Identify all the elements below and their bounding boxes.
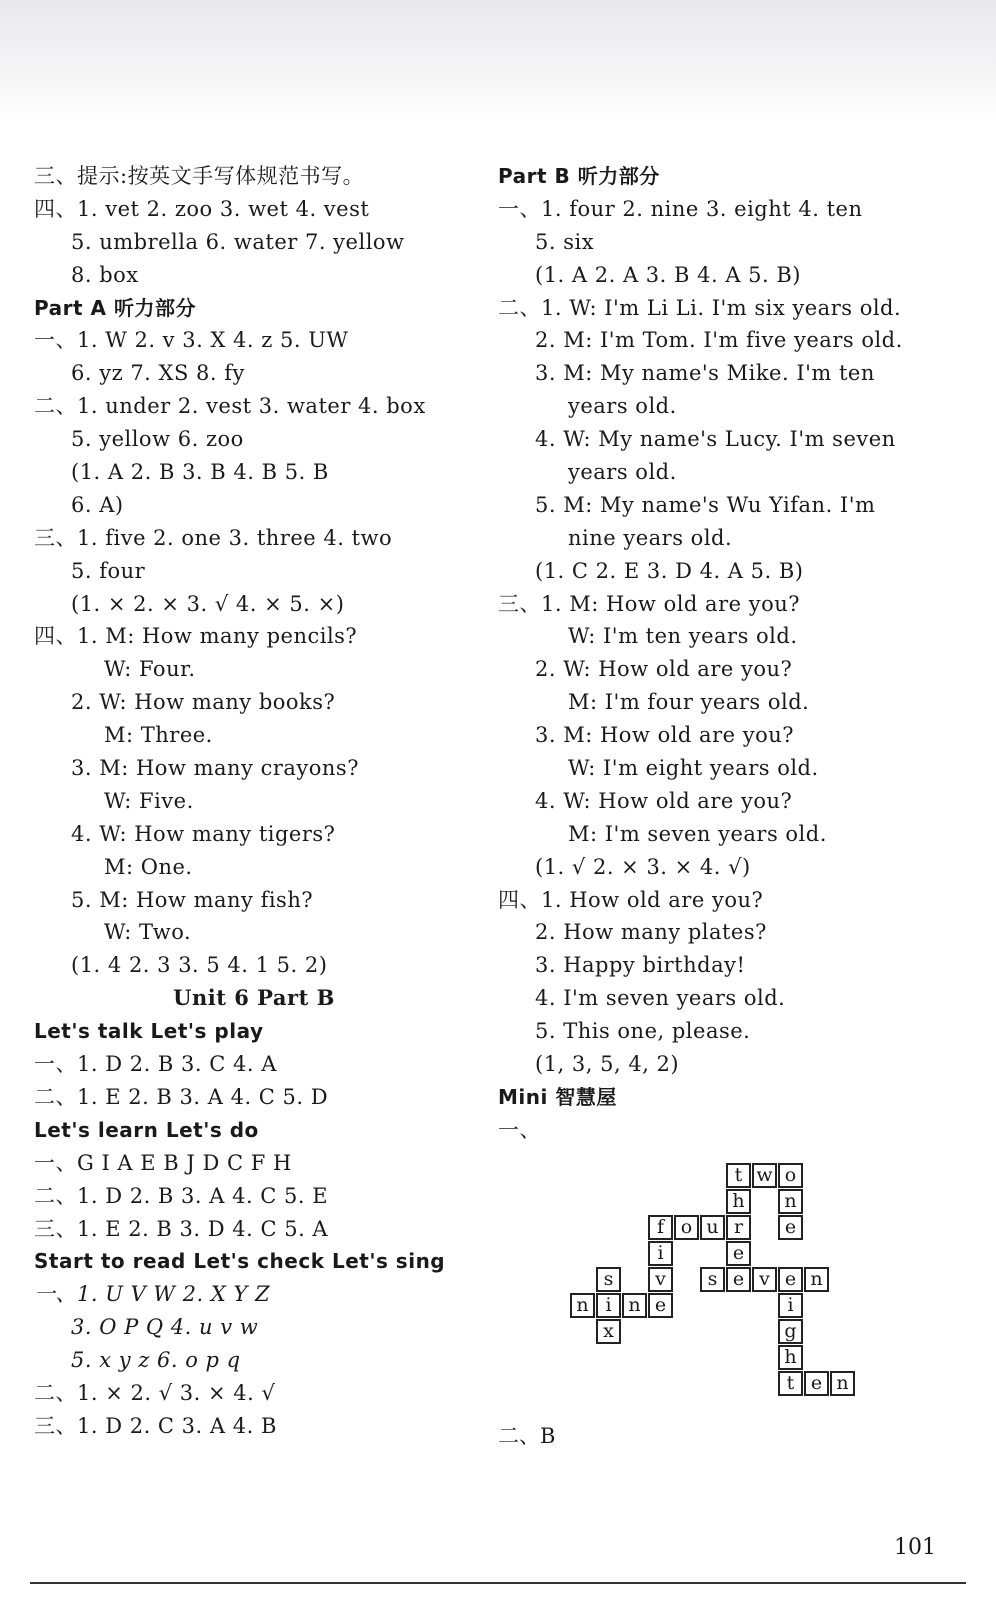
left-lines-32: 三、1. E 2. B 3. D 4. C 5. A [34, 1216, 329, 1241]
crossword-cell: n [622, 1293, 647, 1318]
right-lines-29: 一、 [498, 1117, 541, 1142]
right-lines-4: 二、1. W: I'm Li Li. I'm six years old. [498, 295, 902, 320]
crossword-cell: n [830, 1371, 855, 1396]
left-lines-16: 2. W: How many books? [71, 690, 336, 715]
crossword-cell: n [570, 1293, 595, 1318]
crossword-cell: e [778, 1267, 803, 1292]
left-lines-0: 三、提示:按英文手写体规范书写。 [34, 164, 365, 188]
right-lines-16: M: I'm four years old. [568, 690, 810, 715]
crossword-puzzle [570, 1163, 870, 1413]
right-lines-23: 2. How many plates? [535, 920, 767, 945]
right-lines-8: 4. W: My name's Lucy. I'm seven [535, 427, 896, 452]
page-number: 101 [894, 1535, 936, 1560]
right-lines-6: 3. M: My name's Mike. I'm ten [535, 361, 875, 386]
right-lines-18: W: I'm eight years old. [568, 756, 819, 781]
crossword-cell: i [596, 1293, 621, 1318]
crossword-cell: r [726, 1215, 751, 1240]
left-lines-9: (1. A 2. B 3. B 4. B 5. B [71, 460, 329, 485]
crossword-cell: n [804, 1267, 829, 1292]
left-lines-10: 6. A) [71, 492, 124, 517]
left-lines-13: (1. × 2. × 3. √ 4. × 5. ×) [71, 591, 345, 616]
crossword-cell: s [596, 1267, 621, 1292]
right-lines-21: (1. √ 2. × 3. × 4. √) [535, 854, 751, 879]
left-lines-33: Start to read Let's check Let's sing [34, 1249, 446, 1274]
crossword-cell: h [726, 1189, 751, 1214]
left-lines-31: 二、1. D 2. B 3. A 4. C 5. E [34, 1183, 329, 1208]
left-lines-37: 二、1. × 2. √ 3. × 4. √ [34, 1380, 276, 1405]
crossword-cell: e [778, 1215, 803, 1240]
left-lines-38: 三、1. D 2. C 3. A 4. B [34, 1413, 277, 1438]
right-column [498, 160, 968, 1147]
right-lines-14: W: I'm ten years old. [568, 624, 798, 649]
left-lines-28: 二、1. E 2. B 3. A 4. C 5. D [34, 1084, 329, 1109]
left-lines-11: 三、1. five 2. one 3. three 4. two [34, 525, 393, 550]
left-lines-27: 一、1. D 2. B 3. C 4. A [34, 1052, 277, 1077]
crossword-cell: t [726, 1163, 751, 1188]
crossword-cell: f [648, 1215, 673, 1240]
crossword-cell: i [648, 1241, 673, 1266]
left-lines-14: 四、1. M: How many pencils? [34, 624, 358, 649]
left-lines-15: W: Four. [104, 657, 196, 682]
right-lines-1: 一、1. four 2. nine 3. eight 4. ten [498, 196, 863, 221]
left-lines-17: M: Three. [104, 723, 213, 748]
crossword-cell: v [648, 1267, 673, 1292]
left-lines-35: 3. O P Q 4. u v w [71, 1315, 259, 1340]
left-lines-3: 8. box [71, 262, 139, 287]
left-column [34, 160, 474, 1443]
right-lines-10: 5. M: My name's Wu Yifan. I'm [535, 492, 876, 517]
left-lines-36: 5. x y z 6. o p q [71, 1348, 241, 1373]
page-top-band [0, 0, 996, 120]
left-lines-20: 4. W: How many tigers? [71, 821, 336, 846]
right-lines-26: 5. This one, please. [535, 1019, 751, 1044]
left-lines-23: W: Two. [104, 920, 192, 945]
right-lines-20: M: I'm seven years old. [568, 821, 827, 846]
crossword-cell: v [752, 1267, 777, 1292]
right-lines-11: nine years old. [568, 525, 733, 550]
right-lines-17: 3. M: How old are you? [535, 723, 795, 748]
right-lines-28: Mini 智慧屋 [498, 1084, 617, 1109]
right-lines-27: (1, 3, 5, 4, 2) [535, 1052, 680, 1077]
right-lines-24: 3. Happy birthday! [535, 953, 746, 978]
crossword-cell: o [674, 1215, 699, 1240]
left-lines-5: 一、1. W 2. v 3. X 4. z 5. UW [34, 328, 349, 353]
crossword-cell: o [778, 1163, 803, 1188]
crossword-cell: i [778, 1293, 803, 1318]
left-lines-29: Let's learn Let's do [34, 1117, 259, 1142]
left-lines-1: 四、1. vet 2. zoo 3. wet 4. vest [34, 196, 370, 221]
right-lines-5: 2. M: I'm Tom. I'm five years old. [535, 328, 903, 353]
left-lines-7: 二、1. under 2. vest 3. water 4. box [34, 394, 426, 419]
right-lines-12: (1. C 2. E 3. D 4. A 5. B) [535, 558, 804, 583]
crossword-cell: h [778, 1345, 803, 1370]
right-lines-0: Part B 听力部分 [498, 164, 660, 188]
right-lines-25: 4. I'm seven years old. [535, 986, 786, 1011]
right-lines-9: years old. [568, 460, 677, 485]
left-lines-25: Unit 6 Part B [173, 985, 335, 1011]
question-2-answer: 二、B [498, 1424, 556, 1448]
crossword-cell: x [596, 1319, 621, 1344]
crossword-cell: s [700, 1267, 725, 1292]
right-lines-7: years old. [568, 394, 677, 419]
crossword-cell: e [804, 1371, 829, 1396]
crossword-cell: e [726, 1241, 751, 1266]
crossword-cell: e [726, 1267, 751, 1292]
crossword-cell: u [700, 1215, 725, 1240]
right-lines-3: (1. A 2. A 3. B 4. A 5. B) [535, 262, 802, 287]
crossword-cell: e [648, 1293, 673, 1318]
left-lines-24: (1. 4 2. 3 3. 5 4. 1 5. 2) [71, 953, 328, 978]
left-lines-21: M: One. [104, 854, 193, 879]
crossword-cell: w [752, 1163, 777, 1188]
left-lines-12: 5. four [71, 558, 146, 583]
right-lines-22: 四、1. How old are you? [498, 887, 764, 912]
right-lines-15: 2. W: How old are you? [535, 657, 793, 682]
right-lines-13: 三、1. M: How old are you? [498, 591, 801, 616]
bottom-rule [30, 1582, 966, 1584]
right-lines-19: 4. W: How old are you? [535, 788, 793, 813]
left-lines-4: Part A 听力部分 [34, 295, 196, 320]
left-lines-18: 3. M: How many crayons? [71, 756, 359, 781]
left-lines-22: 5. M: How many fish? [71, 887, 314, 912]
left-lines-34: 一、1. U V W 2. X Y Z [34, 1282, 271, 1307]
right-lines-2: 5. six [535, 229, 595, 254]
crossword-cell: g [778, 1319, 803, 1344]
left-lines-30: 一、G I A E B J D C F H [34, 1150, 292, 1175]
left-lines-2: 5. umbrella 6. water 7. yellow [71, 229, 405, 254]
left-lines-6: 6. yz 7. XS 8. fy [71, 361, 245, 386]
crossword-cell: n [778, 1189, 803, 1214]
left-lines-19: W: Five. [104, 788, 194, 813]
left-lines-26: Let's talk Let's play [34, 1019, 264, 1044]
crossword-cell: t [778, 1371, 803, 1396]
left-lines-8: 5. yellow 6. zoo [71, 427, 244, 452]
